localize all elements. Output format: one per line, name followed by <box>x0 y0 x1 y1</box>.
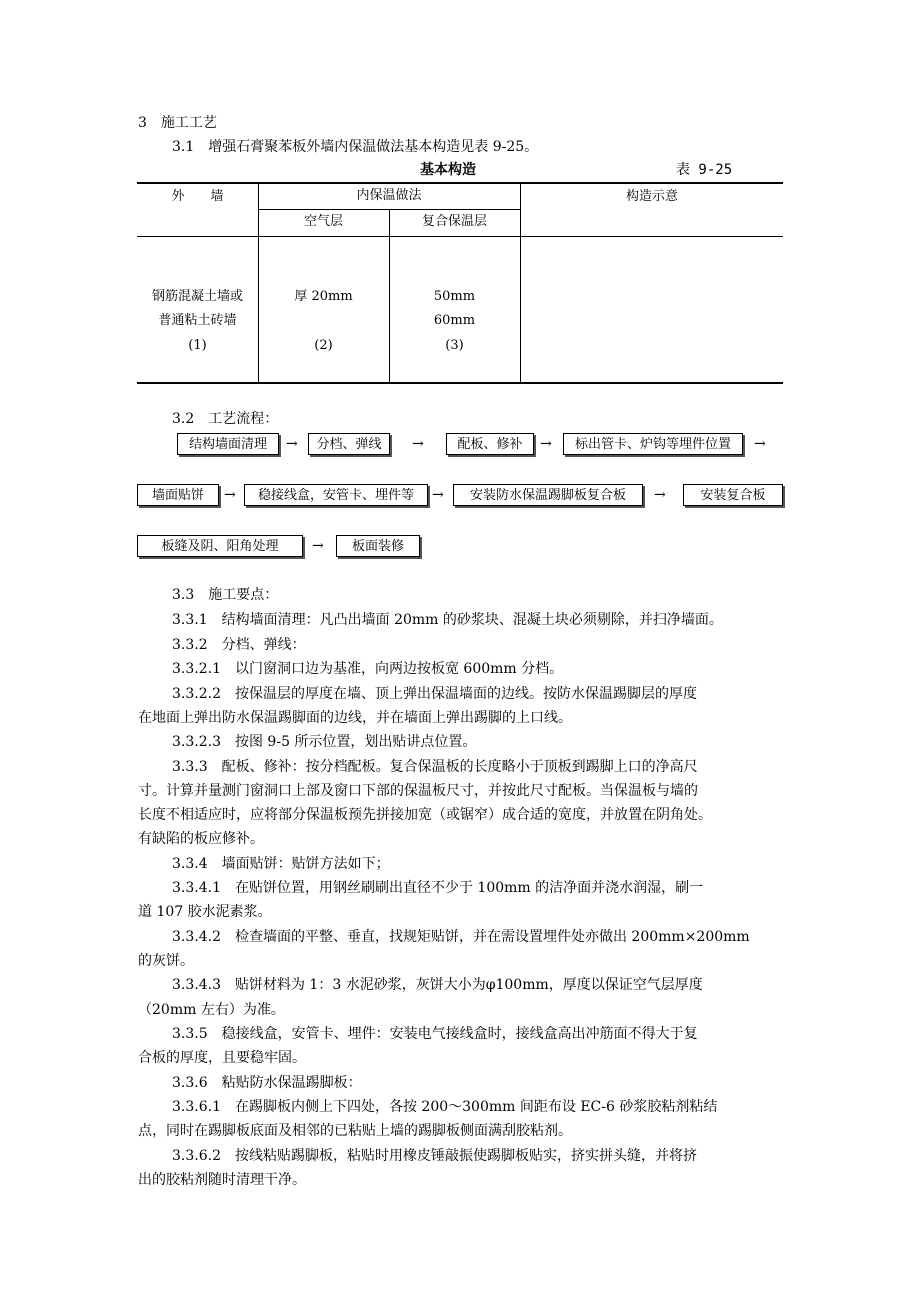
cell-outer-line2: 普通粘土砖墙 <box>158 313 237 328</box>
body-line: 的灰饼。 <box>138 953 194 969</box>
flow-step-2: 分档、弹线 <box>308 433 390 455</box>
body-line: 点，同时在踢脚板底面及相邻的已粘贴上墙的踢脚板侧面满刮胶粘剂。 <box>138 1123 572 1139</box>
cell-air-note: (2) <box>314 338 333 353</box>
body-line: 3.3.4.2 检查墙面的平整、垂直，找规矩贴饼，并在需设置埋件处亦做出 200mm×200mm <box>172 929 750 945</box>
body-line: 合板的厚度，且要稳牢固。 <box>138 1050 306 1066</box>
flow-step-3: 配板、修补 <box>446 433 534 455</box>
body-line: 3.3.5 稳接线盒，安管卡、埋件：安装电气接线盒时，接线盒高出冲筋面不得大于复 <box>172 1026 698 1042</box>
header-outer-wall: 外 墙 <box>171 189 224 204</box>
flow-step-6: 稳接线盒，安管卡、埋件等 <box>244 484 428 506</box>
body-line: 道 107 胶水泥素浆。 <box>138 904 272 920</box>
flow-arrow: → <box>754 436 766 452</box>
body-line: 3.3.6.1 在踢脚板内侧上下四处，各按 200～300mm 间距布设 EC-6 砂浆胶粘剂粘结 <box>172 1099 718 1115</box>
cell-comp-note: (3) <box>445 338 464 353</box>
body-line: 寸。计算并量测门窗洞口上部及窗口下部的保温板尺寸，并按此尺寸配板。当保温板与墙的 <box>138 783 698 799</box>
cell-air-thickness: 厚 20mm <box>294 289 353 304</box>
header-composite-layer: 复合保温层 <box>421 214 487 229</box>
header-inner-insulation: 内保温做法 <box>356 188 422 203</box>
flow-step-8: 安装复合板 <box>683 484 783 506</box>
body-line: 出的胶粘剂随时清理干净。 <box>138 1172 306 1188</box>
cell-outer-line1: 钢筋混凝土墙或 <box>151 289 243 304</box>
table-top-rule <box>137 182 783 184</box>
header-diagram: 构造示意 <box>625 189 678 204</box>
body-line: 3.3.6 粘贴防水保温踢脚板： <box>172 1075 362 1091</box>
table-number: 表 9-25 <box>676 162 733 178</box>
body-line: 3.3.2.2 按保温层的厚度在墙、顶上弹出保温墙面的边线。按防水保温踢脚层的厚度 <box>172 686 697 702</box>
body-line: 3.3.1 结构墙面清理：凡凸出墙面 20mm 的砂浆块、混凝土块必须剔除，并扫净墙面。 <box>172 612 723 628</box>
flow-arrow: → <box>412 436 424 452</box>
flow-arrow: → <box>312 538 324 554</box>
flow-step-7: 安装防水保温踢脚板复合板 <box>453 484 643 506</box>
body-line: 3.3.4.1 在贴饼位置，用钢丝刷刷出直径不少于 100mm 的洁净面并浇水润湿，刷一 <box>172 880 704 896</box>
table-caption: 基本构造 <box>420 162 476 178</box>
body-line: 3.3.4 墙面贴饼：贴饼方法如下； <box>172 856 390 872</box>
body-line: 3.3.2 分档、弹线： <box>172 637 306 653</box>
flow-arrow: → <box>286 436 298 452</box>
body-line: 长度不相适应时，应将部分保温板预先拼接加宽（或锯窄）成合适的宽度，并放置在阴角处。 <box>138 807 712 823</box>
flow-arrow: → <box>654 487 666 503</box>
flow-arrow: → <box>540 436 552 452</box>
body-line: （20mm 左右）为准。 <box>138 1002 285 1018</box>
header-air-layer: 空气层 <box>303 214 343 229</box>
table-header-rule <box>137 236 783 237</box>
paragraph-3-2: 3.2 工艺流程： <box>172 411 279 427</box>
table-col-divider <box>520 183 521 383</box>
body-line: 有缺陷的板应修补。 <box>138 831 264 847</box>
body-line: 3.3.2.3 按图 9-5 所示位置，划出贴讲点位置。 <box>172 734 477 750</box>
body-line: 3.3.6.2 按线粘贴踢脚板，粘贴时用橡皮锤敲振使踢脚板贴实，挤实拼头缝，并将挤 <box>172 1148 697 1164</box>
body-line: 3.3 施工要点： <box>172 587 279 603</box>
flow-step-9: 板缝及阴、阳角处理 <box>137 535 303 557</box>
body-line: 3.3.3 配板、修补：按分档配板。复合保温板的长度略小于顶板到踢脚上口的净高尺 <box>172 759 698 775</box>
cell-comp-60: 60mm <box>433 313 476 328</box>
body-line: 3.3.4.3 贴饼材料为 1：3 水泥砂浆，灰饼大小为φ100mm，厚度以保证空气层厚度 <box>172 977 703 993</box>
section-title: 3 施工工艺 <box>138 115 217 131</box>
flow-step-10: 板面装修 <box>336 535 420 557</box>
body-line: 在地面上弹出防水保温踢脚面的边线，并在墙面上弹出踢脚的上口线。 <box>138 710 572 726</box>
flow-step-4: 标出管卡、炉钩等埋件位置 <box>563 433 743 455</box>
flow-step-1: 结构墙面清理 <box>177 433 279 455</box>
cell-comp-50: 50mm <box>433 289 476 304</box>
flow-arrow: → <box>432 487 444 503</box>
cell-outer-note: (1) <box>188 338 207 353</box>
paragraph-3-1: 3.1 增强石膏聚苯板外墙内保温做法基本构造见表 9-25。 <box>172 139 539 155</box>
body-line: 3.3.2.1 以门窗洞口边为基准，向两边按板宽 600mm 分档。 <box>172 661 564 677</box>
table-bottom-rule <box>137 382 783 384</box>
flow-step-5: 墙面贴饼 <box>137 484 219 506</box>
flow-arrow: → <box>224 487 236 503</box>
